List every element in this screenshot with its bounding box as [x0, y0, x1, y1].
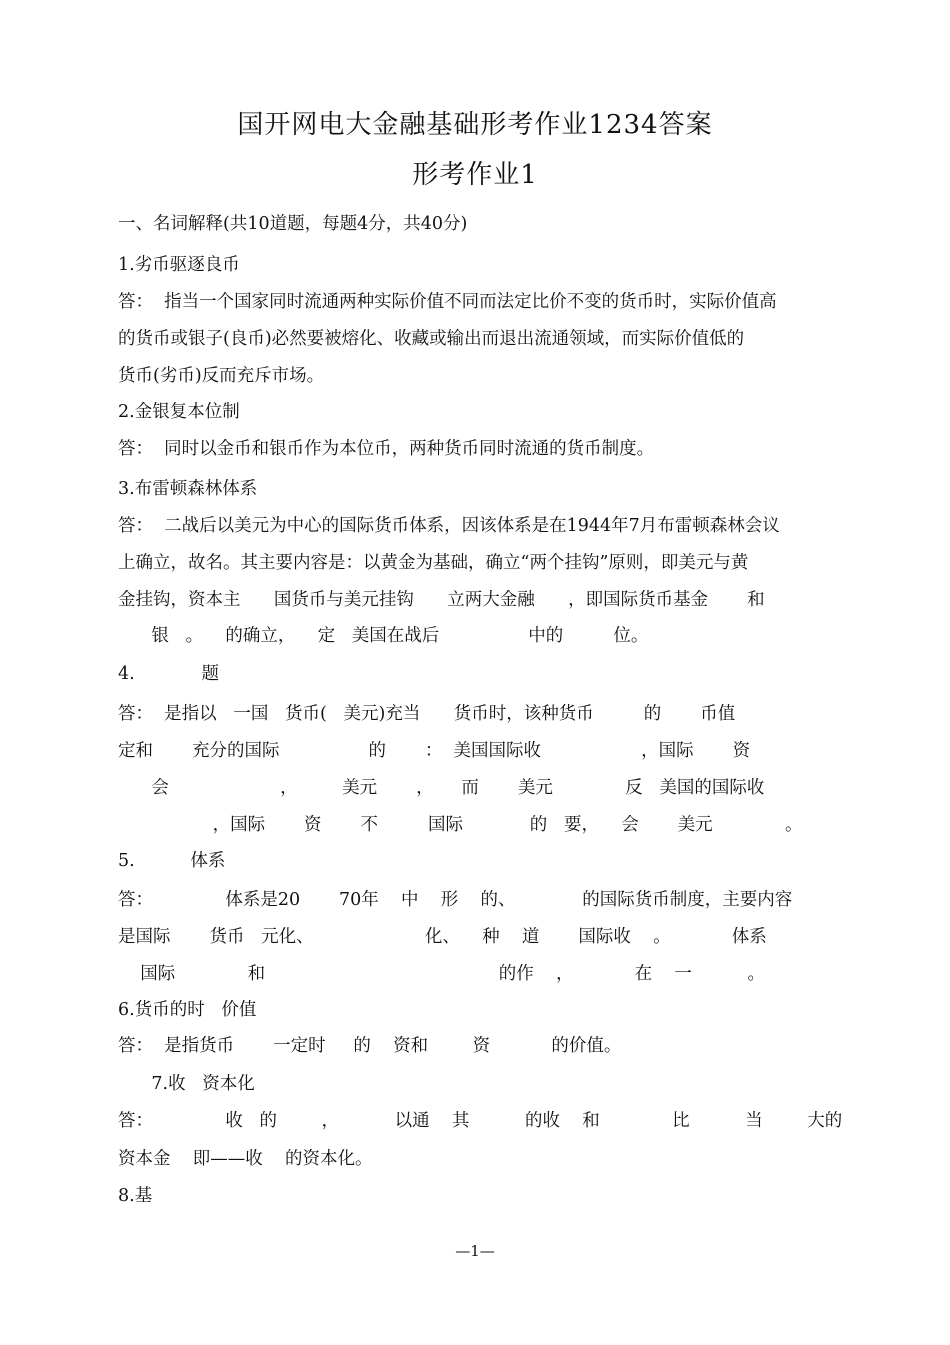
answer-line: 答： 同时以金币和银币作为本位币，两种货币同时流通的货币制度。 — [118, 439, 655, 459]
answer-line: 金挂钩，资本主 国货币与美元挂钩 立两大金融 ，即国际货币基金 和 — [118, 590, 765, 610]
term-heading: 3.布雷顿森林体系 — [118, 479, 258, 499]
answer-line: 上确立，故名。其主要内容是：以黄金为基础，确立“两个挂钩”原则，即美元与黄 — [118, 553, 749, 573]
answer-line: 答： 是指货币 一定时 的 资和 资 的价值。 — [118, 1036, 622, 1056]
answer-line: 资本金 即——收 的资本化。 — [118, 1149, 373, 1169]
answer-line: 答： 二战后以美元为中心的国际货币体系，因该体系是在1944年7月布雷顿森林会议 — [118, 516, 780, 536]
term-heading: 6.货币的时 价值 — [118, 1000, 257, 1020]
document-subtitle: 形考作业1 — [412, 160, 538, 190]
answer-line: 答： 指当一个国家同时流通两种实际价值不同而法定比价不变的货币时，实际价值高 — [118, 292, 777, 312]
answer-line: 定和 充分的国际 的 ： 美国国际收 ，国际 资 — [118, 741, 751, 761]
answer-line: 答： 是指以 一国 货币( 美元)充当 货币时，该种货币 的 币值 — [118, 704, 736, 724]
answer-line: 会 ， 美元 ， 而 美元 反 美国的国际收 — [118, 778, 765, 798]
answer-line: 答： 体系是20 70年 中 形 的、 的国际货币制度，主要内容 — [118, 890, 793, 910]
term-heading: 7.收 资本化 — [118, 1074, 255, 1094]
answer-line: 货币(劣币)反而充斥市场。 — [118, 366, 325, 386]
document-title: 国开网电大金融基础形考作业1234答案 — [237, 110, 713, 140]
page-number: —1— — [455, 1242, 495, 1260]
term-heading: 2.金银复本位制 — [118, 402, 240, 422]
answer-line: 是国际 货币 元化、 化、 种 道 国际收 。 体系 — [118, 927, 767, 947]
term-heading: 8.基 — [118, 1186, 153, 1206]
answer-line: ，国际 资 不 国际 的 要， 会 美元 。 — [118, 815, 803, 835]
term-heading: 5. 体系 — [118, 851, 226, 871]
term-heading: 4. 题 — [118, 664, 219, 684]
term-heading: 1.劣币驱逐良币 — [118, 255, 240, 275]
answer-line: 银 。 的确立， 定 美国在战后 中的 位。 — [118, 626, 649, 646]
answer-line: 答： 收 的 ， 以通 其 的收 和 比 当 大的 — [118, 1111, 843, 1131]
answer-line: 国际 和 的作 ， 在 一 。 — [118, 964, 766, 984]
section-heading: 一、名词解释(共10道题，每题4分，共40分) — [118, 214, 468, 234]
answer-line: 的货币或银子(良币)必然要被熔化、收藏或输出而退出流通领域，而实际价值低的 — [118, 329, 745, 349]
